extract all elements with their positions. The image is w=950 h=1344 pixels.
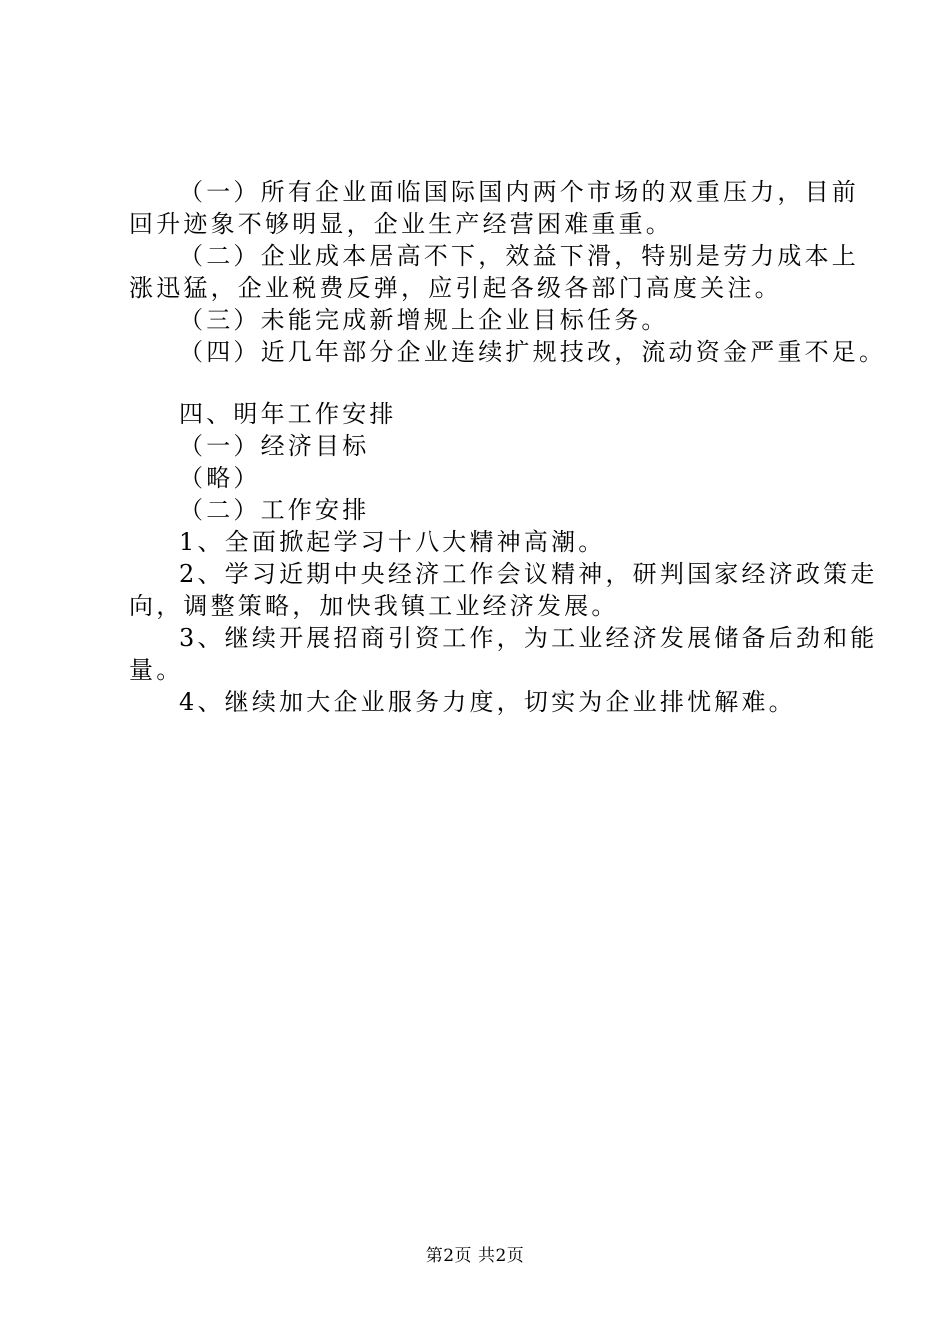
work-item-3-cont: 量。 — [129, 656, 184, 684]
work-item-2-cont: 向，调整策略，加快我镇工业经济发展。 — [129, 592, 619, 620]
paragraph-problem-1-cont: 回升迹象不够明显，企业生产经营困难重重。 — [129, 210, 673, 238]
work-item-1: 1、全面掀起学习十八大精神高潮。 — [179, 528, 606, 556]
paragraph-gap — [129, 368, 839, 398]
page-footer: 第2页 共2页 — [425, 1246, 525, 1266]
paragraph-problem-4: （四）近几年部分企业连续扩规技改，流动资金严重不足。 — [179, 338, 887, 366]
work-item-4: 4、继续加大企业服务力度，切实为企业排忧解难。 — [179, 688, 796, 716]
paragraph-problem-2-cont: 涨迅猛，企业税费反弹，应引起各级各部门高度关注。 — [129, 274, 782, 302]
paragraph-problem-2: （二）企业成本居高不下，效益下滑，特别是劳力成本上 — [179, 242, 859, 270]
work-item-2: 2、学习近期中央经济工作会议精神，研判国家经济政策走 — [179, 560, 878, 588]
subsection-title-1: （一）经济目标 — [179, 432, 370, 460]
document-body — [129, 176, 887, 718]
subsection-body-1: （略） — [179, 464, 261, 492]
paragraph-problem-3: （三）未能完成新增规上企业目标任务。 — [179, 306, 669, 334]
section-title: 四、明年工作安排 — [179, 400, 397, 428]
work-item-3: 3、继续开展招商引资工作，为工业经济发展储备后劲和能 — [179, 624, 878, 652]
paragraph-problem-1: （一）所有企业面临国际国内两个市场的双重压力，目前 — [179, 178, 859, 206]
subsection-title-2: （二）工作安排 — [179, 496, 370, 524]
